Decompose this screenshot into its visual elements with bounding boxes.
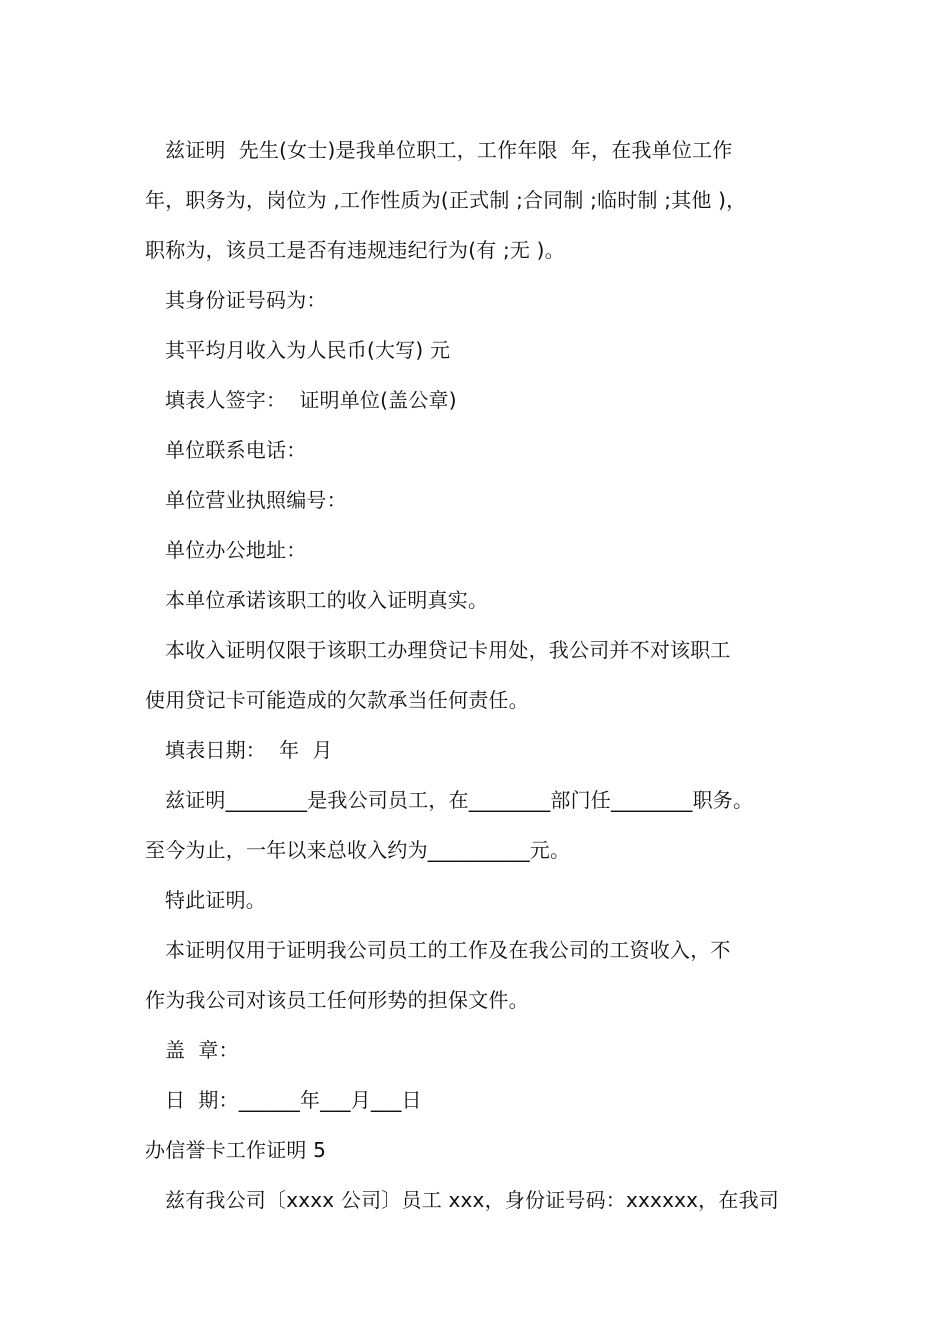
disclaimer-line-2: 使用贷记卡可能造成的欠款承当任何责任。 <box>145 688 529 712</box>
paragraph-certify-line-2: 年，职务为，岗位为 ,工作性质为(正式制 ;合同制 ;临时制 ;其他 )， <box>145 188 747 212</box>
promise-line: 本单位承诺该职工的收入证明真实。 <box>165 588 489 612</box>
paragraph-certify-line-1: 兹证明 先生(女士)是我单位职工，工作年限 年，在我单位工作 <box>165 138 733 162</box>
second-certify-line-2: 至今为止，一年以来总收入约为__________元。 <box>145 838 571 862</box>
usage-note-line-1: 本证明仅用于证明我公司员工的工作及在我公司的工资收入，不 <box>165 938 731 962</box>
second-certify-line-1: 兹证明________是我公司员工，在________部门任________职务。 <box>165 788 754 812</box>
signature-line: 填表人签字： 证明单位(盖公章) <box>165 388 457 412</box>
date-line: 日 期：______年___月___日 <box>165 1088 422 1112</box>
hereby-certify-line: 特此证明。 <box>165 888 266 912</box>
seal-line: 盖 章： <box>165 1038 239 1062</box>
usage-note-line-2: 作为我公司对该员工任何形势的担保文件。 <box>145 988 529 1012</box>
disclaimer-line-1: 本收入证明仅限于该职工办理贷记卡用处，我公司并不对该职工 <box>165 638 731 662</box>
section-first-line: 兹有我公司〔xxxx 公司〕员工 xxx，身份证号码：xxxxxx，在我司 <box>165 1188 779 1212</box>
contact-phone-line: 单位联系电话： <box>165 438 307 462</box>
section-title: 办信誉卡工作证明 5 <box>145 1138 327 1162</box>
fill-date-line: 填表日期： 年 月 <box>165 738 333 762</box>
monthly-income-line: 其平均月收入为人民币(大写) 元 <box>165 338 451 362</box>
paragraph-certify-line-3: 职称为，该员工是否有违规违纪行为(有 ;无 )。 <box>145 238 565 262</box>
office-address-line: 单位办公地址： <box>165 538 307 562</box>
license-number-line: 单位营业执照编号： <box>165 488 347 512</box>
id-number-line: 其身份证号码为： <box>165 288 327 312</box>
